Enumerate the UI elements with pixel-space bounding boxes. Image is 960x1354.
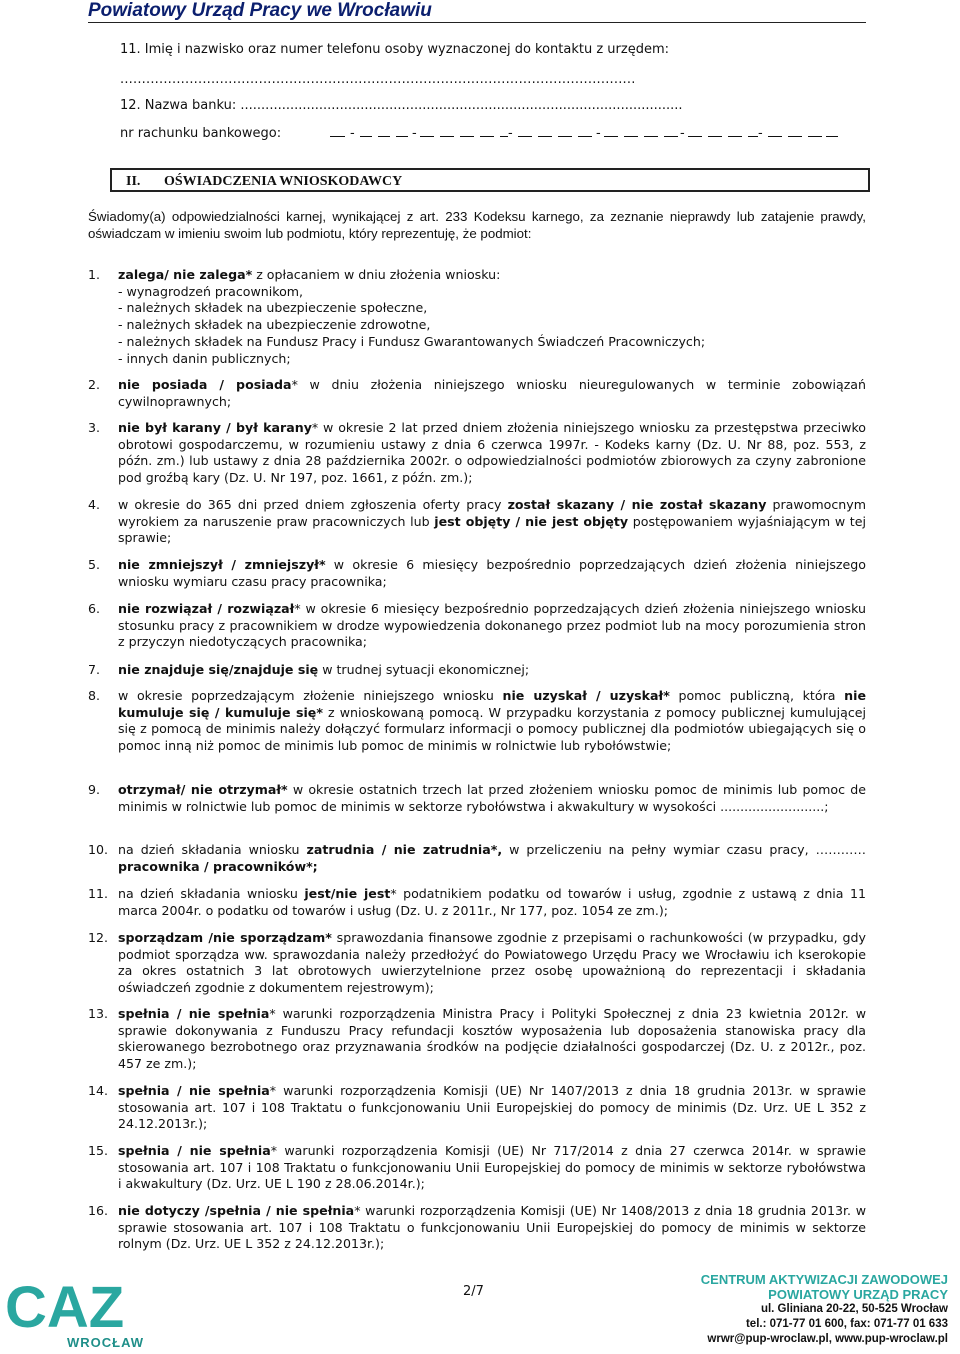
statement-10-option-a[interactable]: zatrudnia / nie zatrudnia*, [306, 842, 503, 857]
field-11-dots: ....................................................................................................................... [120, 72, 636, 87]
footer-contact [698, 1272, 948, 1347]
intro-paragraph: Świadomy(a) odpowiedzialności karnej, wynikającej z art. 233 Kodeksu karnego, za zeznanie nieprawdy lub zatajenie prawdy, oświadczam w imieniu swoim lub podmiotu, który reprezentuję, że podmiot: [88, 209, 866, 241]
statement-1-line: - innych danin publicznych; [118, 350, 291, 366]
statement-11: 11. na dzień składania wniosku jest/nie jest* podatnikiem podatku od towarów i usług, zgodnie z ustawą z dnia 11 marca 2004r. o podatku od towarów i usług (Dz. U. z 2011r., Nr 177, poz. 1054 ze zm.); [88, 886, 867, 918]
statement-2-option[interactable]: nie posiada / posiada [118, 377, 292, 392]
office-address: ul. Gliniana 20-22, 50-525 Wrocław [760, 1303, 948, 1315]
statement-9: 9. otrzymał/ nie otrzymał* w okresie ostatnich trzech lat przed złożeniem wniosku pomoc de minimis lub pomoc de minimis w rolnictwie lub pomoc de minimis w sektorze rybołówstwa i akwakultury w wysokości ..........................; [88, 782, 866, 814]
section-number: II. [126, 174, 141, 189]
statement-8: 8. w okresie poprzedzającym złożenie niniejszego wniosku nie uzyskał / uzyskał* pomoc publiczną, która nie kumuluje się / kumuluje się* z wnioskowaną pomocą. W przypadku korzystania z pomocy publicznej kumulującej się z pomocą de minimis należy dołączyć formularz informacji o pomocy publicznej dla podmiotów ubiegających się o pomoc inną niż pomoc de minimis lub pomoc de minimis w rolnictwie lub rybołówstwie; [88, 688, 866, 754]
statement-7: 7. nie znajduje się/znajduje się w trudnej sytuacji ekonomicznej; [88, 662, 530, 677]
statement-11-option[interactable]: jest/nie jest [304, 886, 391, 901]
statement-13-option[interactable]: spełnia / nie spełnia [118, 1006, 270, 1021]
office-contact[interactable]: wrwr@pup-wroclaw.pl, www.pup-wroclaw.pl [707, 1333, 948, 1345]
statement-15: 15. spełnia / nie spełnia* warunki rozporządzenia Komisji (UE) Nr 717/2014 z dnia 27 czerwca 2014r. w sprawie stosowania art. 107 i 108 Traktatu o funkcjonowaniu Unii Europejskiej do pomocy de minimis w sektorze rybołówstwa i akwakultury (Dz. Urz. UE L 190 z 28.06.2014r.); [88, 1143, 866, 1192]
statement-5-option[interactable]: nie zmniejszył / zmniejszył* [118, 557, 326, 572]
statement-3: 3. nie był karany / był karany* w okresie 2 lat przed dniem złożenia niniejszego wniosku za przestępstwa przeciwko obrotowi gospodarczemu, w rozumieniu ustawy z dnia 6 czerwca 1997r. - Kodeks karny (Dz. U. Nr 88, poz. 553, z późn. zm.) lub ustawy z dnia 28 października 2002r. o odpowiedzialności podmiotów zbiorowych za czyny zabronione pod groźbą kary (Dz. U. Nr 197, poz. 1661, z późn. zm.); [88, 420, 866, 486]
statement-13: 13. spełnia / nie spełnia* warunki rozporządzenia Ministra Pracy i Polityki Społecznej z dnia 23 kwietnia 2012r. w sprawie dokonywania z Funduszu Pracy refundacji kosztów wyposażenia lub doposażenia stanowiska pracy dla skierowanego bezrobotnego oraz przyznawania środków na podjęcie działalności gospodarczej (Dz. U. z 2012r., poz. 457 ze zm.); [88, 1006, 866, 1072]
page-number: 2/7 [463, 1284, 484, 1299]
statement-1-option[interactable]: zalega/ nie zalega* [118, 267, 253, 282]
statement-16: 16. nie dotyczy /spełnia / nie spełnia* warunki rozporządzenia Komisji (UE) Nr 1408/2013 z dnia 18 grudnia 2013r. w sprawie stosowania art. 107 i 108 Traktatu o funkcjonowaniu Unii Europejskiej do pomocy de minimis w sektorze rolnym (Dz. Urz. UE L 352 z 24.12.2013r.); [88, 1203, 866, 1252]
statement-14-option[interactable]: spełnia / nie spełnia [118, 1083, 270, 1098]
center-name: CENTRUM AKTYWIZACJI ZAWODOWEJ [700, 1272, 948, 1287]
statement-7-option[interactable]: nie znajduje się/znajduje się [118, 662, 319, 677]
statement-15-option[interactable]: spełnia / nie spełnia [118, 1143, 271, 1158]
statement-14: 14. spełnia / nie spełnia* warunki rozporządzenia Komisji (UE) Nr 1407/2013 z dnia 18 grudnia 2013r. w sprawie stosowania art. 107 i 108 Traktatu o funkcjonowaniu Unii Europejskiej do pomocy de minimis (Dz. Urz. UE L 352 z 24.12.2013r.); [88, 1083, 866, 1132]
field-12-bank: 12. Nazwa banku: ........................................................................................................... [120, 98, 683, 113]
statement-4-option-a[interactable]: został skazany / nie został skazany [507, 497, 767, 512]
statement-4-option-b[interactable]: jest objęty / nie jest objęty [434, 513, 629, 529]
statement-5: 5. nie zmniejszył / zmniejszył* w okresie 6 miesięcy bezpośrednio poprzedzających dzień złożenia niniejszego wniosku wymiaru czasu pracy pracownika; [88, 557, 866, 589]
statement-10: 10. na dzień składania wniosku zatrudnia / nie zatrudnia*, w przeliczeniu na pełny wymiar czasu pracy, ………… pracownika / pracowników*; [88, 842, 866, 874]
logo-caz-text: CAZ [5, 1275, 125, 1340]
statement-9-option[interactable]: otrzymał/ nie otrzymał* [118, 782, 288, 797]
statement-1: 1. zalega/ nie zalega* z opłacaniem w dniu złożenia wniosku: - wynagrodzeń pracownikom, - należnych składek na ubezpieczenie społeczne, - należnych składek na ubezpieczenie zdrowotne, - należnych składek na Fundusz Pracy i Fundusz Gwarantowanych Świadczeń Pracowniczych; - innych danin publicznych; [88, 267, 866, 367]
statement-10-option-b[interactable]: pracownika / pracowników*; [118, 858, 318, 874]
section-heading [110, 168, 870, 192]
section-title: OŚWIADCZENIA WNIOSKODAWCY [164, 174, 403, 189]
field-11-label: 11. Imię i nazwisko oraz numer telefonu osoby wyznaczonej do kontaktu z urzędem: [120, 42, 670, 57]
statement-1-line: - należnych składek na Fundusz Pracy i Fundusz Gwarantowanych Świadczeń Pracowniczych; [118, 333, 706, 349]
account-label: nr rachunku bankowego: [120, 126, 282, 141]
header-title: Powiatowy Urząd Pracy we Wrocławiu [88, 0, 432, 21]
statement-2: 2. nie posiada / posiada* w dniu złożenia niniejszego wniosku nieuregulowanych w terminie zobowiązań cywilnoprawnych; [88, 377, 866, 409]
statement-12-option[interactable]: sporządzam /nie sporządzam* [118, 930, 332, 945]
statement-8-option-b[interactable]: nie kumuluje się / kumuluje się* [118, 688, 866, 720]
statement-6-option[interactable]: nie rozwiązał / rozwiązał [118, 601, 295, 616]
statement-6: 6. nie rozwiązał / rozwiązał* w okresie 6 miesięcy bezpośrednio poprzedzających dzień złożenia niniejszego wniosku stosunku pracy z pracownikiem w drodze wypowiedzenia dokonanego przez podmiot lub na mocy porozumienia stron z przyczyn niedotyczących pracownika; [88, 601, 866, 650]
statement-1-line: - wynagrodzeń pracownikom, [118, 283, 304, 299]
office-phone: tel.: 071-77 01 600, fax: 071-77 01 633 [745, 1318, 948, 1330]
statement-16-option[interactable]: nie dotyczy /spełnia / nie spełnia [118, 1203, 355, 1218]
caz-logo [5, 1275, 155, 1350]
statement-1-line: - należnych składek na ubezpieczenie społeczne, [118, 300, 428, 316]
statement-8-option-a[interactable]: nie uzyskał / uzyskał* [502, 688, 670, 703]
statement-12: 12. sporządzam /nie sporządzam* sprawozdania finansowe zgodnie z przepisami o rachunkowości (w przypadku, gdy podmiot sporządza ww. sprawozdania należy przedłożyć do Powiatowego Urzędu Pracy we Wrocławiu ich kserokopie za okres ostatnich 3 lat obrotowych uwierzytelnione przez osobę upoważnioną do reprezentacji i składania oświadczeń zgodnie z dokumentem rejestrowym); [88, 930, 866, 996]
statement-1-line: - należnych składek na ubezpieczenie zdrowotne, [118, 317, 431, 333]
logo-city-text: WROCŁAW [67, 1335, 145, 1350]
office-name: POWIATOWY URZĄD PRACY [768, 1287, 948, 1302]
statement-4: 4. w okresie do 365 dni przed dniem zgłoszenia oferty pracy został skazany / nie został skazany prawomocnym wyrokiem za naruszenie praw pracowniczych lub jest objęty / nie jest objęty postępowaniem wyjaśniającym w tej sprawie; [88, 497, 866, 546]
page-header [88, 0, 866, 23]
statement-3-option[interactable]: nie był karany / był karany [118, 420, 312, 435]
